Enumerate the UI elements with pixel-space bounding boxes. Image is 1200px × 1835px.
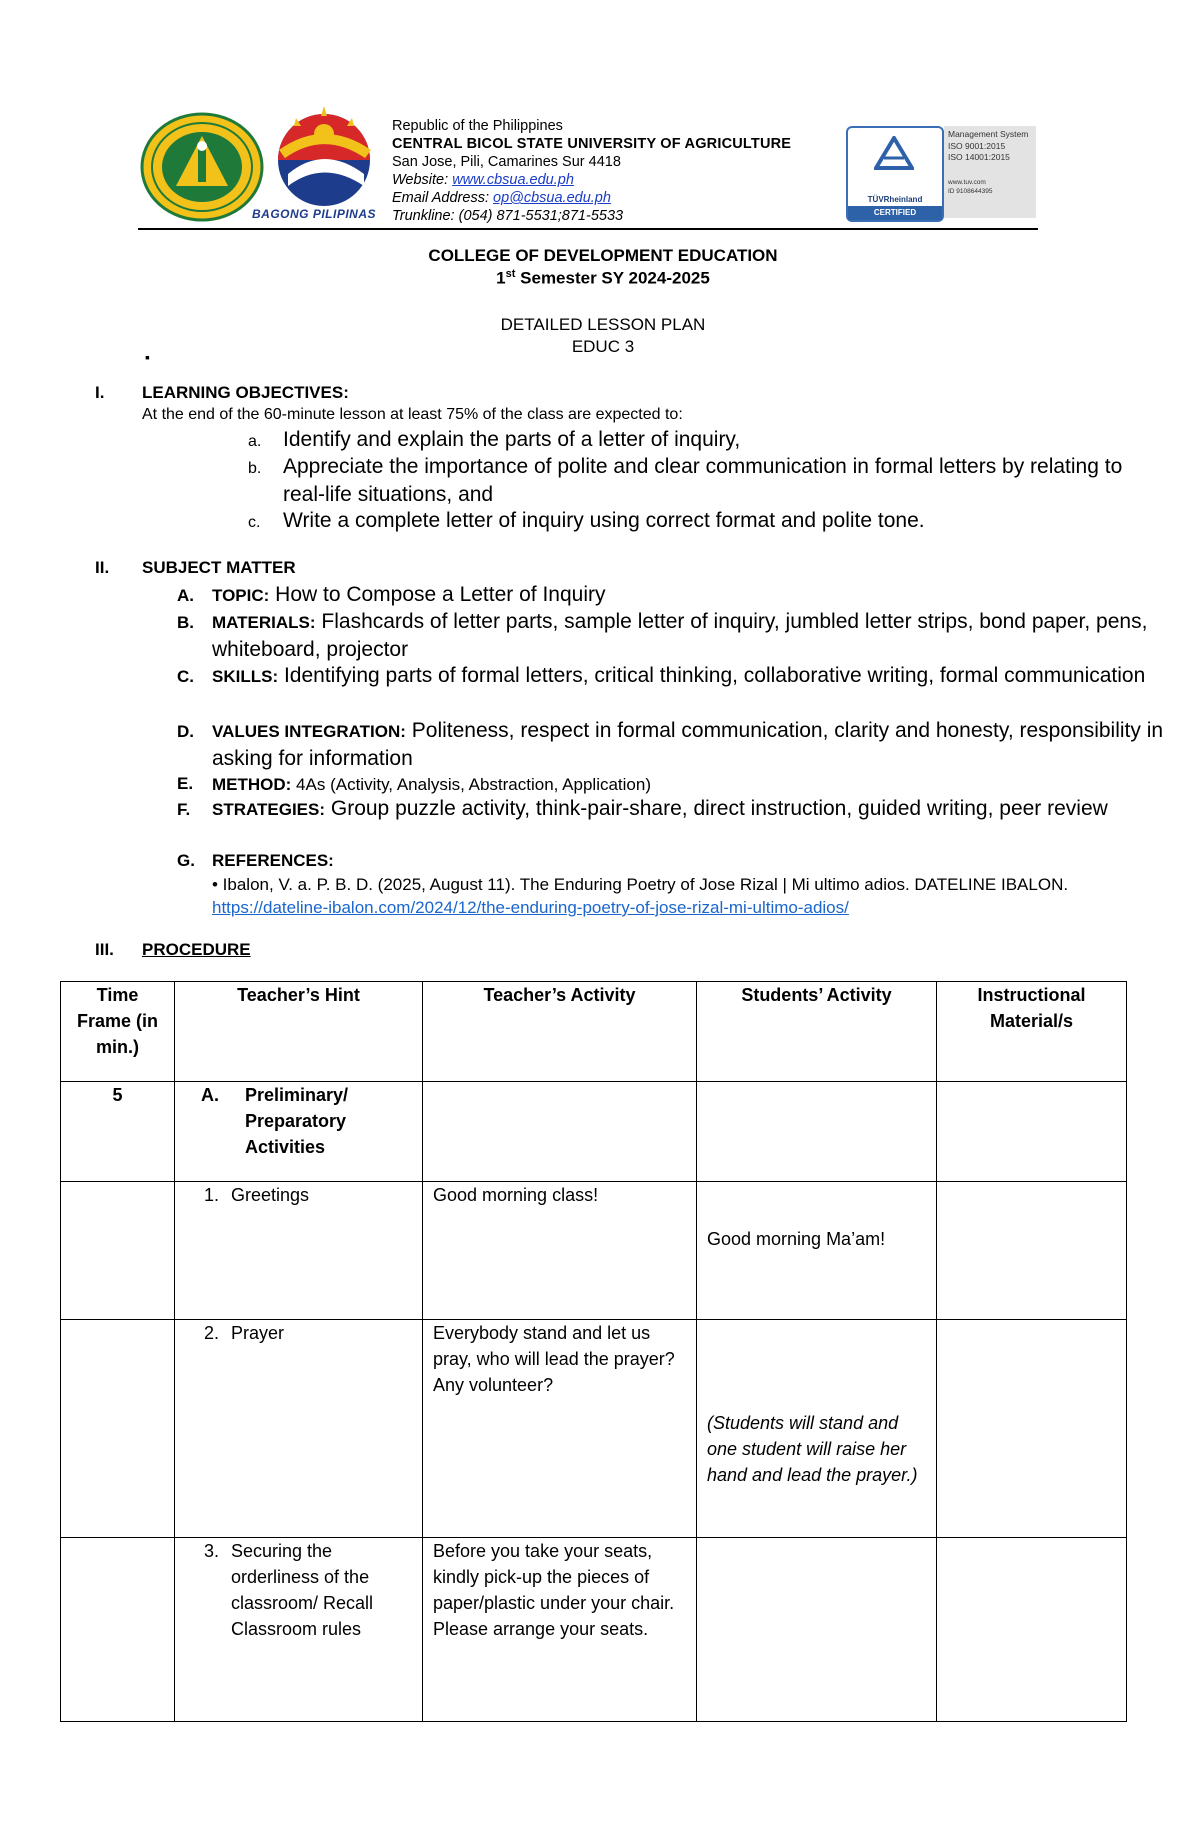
materials-cell: [937, 1538, 1127, 1722]
email-line: [392, 189, 791, 207]
objective-b-text: Appreciate the importance of polite and clear communication in formal letters by relating to real-life situations, and: [283, 455, 1123, 506]
col-header-time: Time Frame (in min.): [61, 982, 175, 1082]
references-item: REFERENCES:: [212, 851, 334, 870]
mgmt-iso-9001: ISO 9001:2015: [948, 140, 1006, 151]
table-row: [61, 1538, 1127, 1722]
col-header-hint: Teacher’s Hint: [175, 982, 423, 1082]
hint-cell: A. Preliminary/ Preparatory Activities: [175, 1082, 423, 1182]
students-activity-cell: [697, 1082, 937, 1182]
email-label: Email Address:: [392, 190, 493, 206]
mgmt-id: ID 9108644395: [948, 187, 993, 195]
section-2-title: SUBJECT MATTER: [142, 558, 296, 577]
certified-band: CERTIFIED: [848, 206, 942, 220]
strategies-letter: F.: [177, 800, 191, 819]
republic-text: Republic of the Philippines: [392, 118, 563, 134]
teacher-activity-cell: Everybody stand and let us pray, who will lead the prayer? Any volunteer?: [423, 1320, 697, 1538]
university-address: San Jose, Pili, Camarines Sur 4418: [392, 154, 621, 170]
website-link[interactable]: www.cbsua.edu.ph: [452, 172, 574, 188]
teacher-activity-cell: [423, 1082, 697, 1182]
university-seal-icon: [140, 112, 264, 222]
skills-letter: C.: [177, 667, 194, 686]
time-cell: [61, 1182, 175, 1320]
course-code: EDUC 3: [571, 337, 635, 356]
materials-letter: B.: [177, 613, 194, 632]
col-header-students-activity: Students’ Activity: [697, 982, 937, 1082]
students-activity-cell: [697, 1538, 937, 1722]
objective-b-letter: b.: [248, 460, 262, 477]
objective-c-letter: c.: [248, 514, 261, 531]
col-header-materials: Instructional Material/s: [937, 982, 1127, 1082]
table-header-row: [61, 982, 1127, 1082]
method-letter: E.: [177, 774, 194, 793]
values-letter: D.: [177, 722, 194, 741]
table-row: [61, 1082, 1127, 1182]
email-link[interactable]: op@cbsua.edu.ph: [493, 190, 611, 206]
skills-item: SKILLS: Identifying parts of formal letters, critical thinking, collaborative writing, formal communication: [212, 664, 1146, 687]
time-cell: [61, 1538, 175, 1722]
time-cell: 5: [61, 1082, 175, 1182]
mgmt-iso-14001: ISO 14001:2015: [948, 152, 1010, 162]
teacher-activity-cell: Before you take your seats, kindly pick-up the pieces of paper/plastic under your chair. Please arrange your seats.: [423, 1538, 697, 1722]
hint-cell: 1. Greetings: [175, 1182, 423, 1320]
objective-a-letter: a.: [248, 433, 262, 450]
university-name: CENTRAL BICOL STATE UNIVERSITY OF AGRICULTURE: [392, 136, 792, 152]
strategies-item: STRATEGIES: Group puzzle activity, think-pair-share, direct instruction, guided writing, peer review: [212, 797, 1108, 820]
method-item: METHOD: 4As (Activity, Analysis, Abstraction, Application): [212, 775, 652, 794]
teacher-activity-cell: Good morning class!: [423, 1182, 697, 1320]
bagong-pilipinas-logo-icon: [266, 104, 382, 224]
table-row: [61, 1320, 1127, 1538]
website-line: [392, 171, 791, 189]
materials-item: MATERIALS: Flashcards of letter parts, sample letter of inquiry, jumbled letter strips, bond paper, pens, whiteboard, projector: [212, 610, 1148, 661]
reference-citation: • Ibalon, V. a. P. B. D. (2025, August 11). The Enduring Poetry of Jose Rizal | Mi ultimo adios. DATELINE IBALON.: [212, 875, 1069, 894]
table-row: [61, 1182, 1127, 1320]
tuv-name: TÜVRheinland: [867, 195, 923, 204]
section-1-number: I.: [95, 383, 105, 402]
section-2-number: II.: [95, 558, 110, 577]
section-1-title: LEARNING OBJECTIVES:: [142, 383, 349, 402]
mgmt-web: www.tuv.com: [948, 178, 986, 186]
time-cell: [61, 1320, 175, 1538]
topic-item: TOPIC: How to Compose a Letter of Inquiry: [212, 583, 606, 606]
university-info: [392, 117, 791, 225]
materials-cell: [937, 1082, 1127, 1182]
college-title: COLLEGE OF DEVELOPMENT EDUCATION: [428, 246, 778, 265]
objective-a-text: Identify and explain the parts of a letter of inquiry,: [283, 428, 741, 451]
objectives-intro: At the end of the 60-minute lesson at least 75% of the class are expected to:: [142, 406, 683, 423]
bullet-mark: ▪: [145, 349, 150, 365]
letterhead-divider: [138, 228, 1038, 230]
references-letter: G.: [177, 851, 195, 870]
bagong-pilipinas-text: BAGONG PILIPINAS: [252, 207, 377, 221]
hint-cell: 3. Securing the orderliness of the classroom/ Recall Classroom rules: [175, 1538, 423, 1722]
reference-link[interactable]: https://dateline-ibalon.com/2024/12/the-enduring-poetry-of-jose-rizal-mi-ultimo-adios/: [212, 898, 849, 917]
materials-cell: [937, 1182, 1127, 1320]
section-3-number: III.: [95, 940, 114, 959]
values-item: VALUES INTEGRATION: Politeness, respect in formal communication, clarity and honesty, responsibility in asking for information: [212, 719, 1164, 770]
col-header-teacher-activity: Teacher’s Activity: [423, 982, 697, 1082]
section-3-title: PROCEDURE: [142, 940, 251, 959]
mgmt-title: Management System: [948, 129, 1029, 139]
reference-entry: [212, 873, 1172, 919]
semester-title: 1st Semester SY 2024-2025: [496, 268, 710, 288]
materials-cell: [937, 1320, 1127, 1538]
objective-c-text: Write a complete letter of inquiry using correct format and polite tone.: [283, 509, 925, 532]
management-system-box: [944, 126, 1036, 218]
tuv-certification-badge: [846, 126, 944, 222]
procedure-table: [60, 981, 1127, 1722]
doc-type-title: DETAILED LESSON PLAN: [500, 315, 706, 334]
students-activity-cell: Good morning Ma’am!: [697, 1182, 937, 1320]
topic-letter: A.: [177, 586, 194, 605]
website-label: Website:: [392, 172, 453, 188]
hint-cell: 2. Prayer: [175, 1320, 423, 1538]
trunkline-text: Trunkline: (054) 871-5531;871-5533: [392, 208, 624, 224]
tuv-triangle-icon: [874, 136, 914, 170]
students-activity-cell: (Students will stand and one student will raise her hand and lead the prayer.): [697, 1320, 937, 1538]
